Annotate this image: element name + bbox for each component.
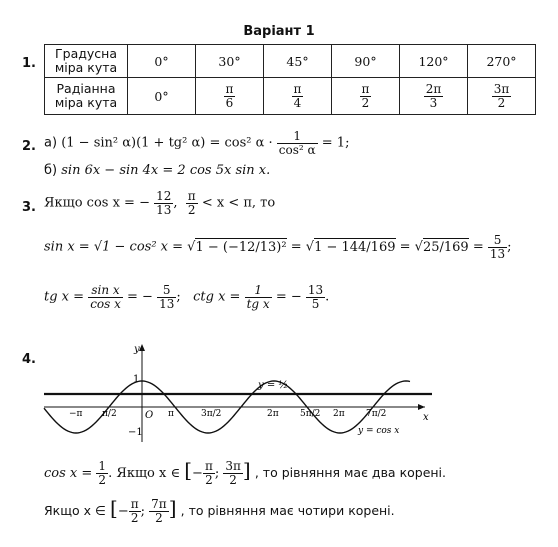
x-tick-label: 3π/2 xyxy=(201,409,222,419)
ctg-result-denominator: 5 xyxy=(311,296,320,311)
tg-frac-numerator: sin x xyxy=(88,284,123,298)
x-axis-arrow xyxy=(418,404,425,410)
task-2a-frac-numerator: 1 xyxy=(277,130,318,144)
task-2a-expression: (1 − sin² α)(1 + tg² α) = cos² α · xyxy=(61,135,273,151)
x-tick-label: −π xyxy=(69,409,83,419)
interval-denominator: 2 xyxy=(187,202,196,217)
origin-label: O xyxy=(145,410,154,421)
task-4-number: 4. xyxy=(22,352,36,367)
radian-row xyxy=(45,78,536,115)
radian-numerator: 3π xyxy=(493,81,510,96)
radian-cell xyxy=(128,78,196,115)
x-tick-label: π xyxy=(168,409,174,419)
task-1-number: 1. xyxy=(22,56,36,71)
cosine-graph xyxy=(0,340,558,450)
y-one-label: 1 xyxy=(133,374,140,385)
interval-1-end-denominator: 2 xyxy=(229,473,237,487)
ctg-result-numerator: 13 xyxy=(307,283,324,297)
sin-lhs: sin x = √1 − cos² x = xyxy=(44,239,188,255)
task-4-line-2: Якщо x ∈ [− $\frac{\pi}{2}$ ; $\frac{7\pi}{2}$ ] , то рівняння має чотири корені. xyxy=(44,496,395,525)
task-2a xyxy=(44,130,349,156)
task-4-if-2: Якщо x ∈ xyxy=(44,503,106,518)
task-2a-prefix: а) xyxy=(44,135,58,151)
radian-cell xyxy=(332,78,400,115)
radian-label-line2: міра кута xyxy=(54,95,118,110)
x-tick-label: 2π xyxy=(333,409,345,419)
x-tick-label: 2π xyxy=(267,409,279,419)
x-tick-label: 5π/2 xyxy=(300,409,321,419)
interval-2-start-numerator: π xyxy=(130,497,139,512)
interval-2-end-numerator: 7π xyxy=(151,497,167,512)
task-3-sin-line: sin x = √1 − cos² x = √1 − (−12/13)² = √1 − 144/169 = √25/169 = $\frac{5}{13}$ ; xyxy=(44,233,512,261)
radian-numerator: π xyxy=(293,81,302,96)
task-4-if-1: . Якщо x ∈ xyxy=(108,466,181,481)
degree-cell: 30° xyxy=(196,45,264,78)
radian-denominator: 2 xyxy=(361,95,370,110)
task-2b-prefix: б) xyxy=(44,163,58,178)
task-2a-tail: = 1; xyxy=(321,135,350,151)
radian-row-label xyxy=(45,78,128,115)
ctg-frac-numerator: 1 xyxy=(245,284,272,298)
sin-result-denominator: 13 xyxy=(489,246,506,261)
curve-label: y = cos x xyxy=(358,426,400,436)
cos-value-numerator: 12 xyxy=(156,189,172,203)
task-4-line-1: cos x = $\frac{1}{2}$ . Якщо x ∈ [− $\frac{\pi}{2}$ ; $\frac{3\pi}{2}$ ] , то рівняння має два корені. xyxy=(44,458,447,487)
y-minus-one-label: −1 xyxy=(128,427,143,438)
radian-cell xyxy=(468,78,536,115)
interval-2-start-denominator: 2 xyxy=(130,511,139,525)
y-axis-label: y xyxy=(134,344,140,355)
degree-cell: 0° xyxy=(128,45,196,78)
interval-1-start-numerator: π xyxy=(204,459,213,474)
task-4-eq: cos x = xyxy=(44,466,93,481)
degree-cell: 270° xyxy=(468,45,536,78)
task-3-intro: Якщо cos x = − xyxy=(44,195,150,211)
degree-row-label xyxy=(45,45,128,78)
task-3-condition: Якщо cos x = − $\frac{12}{13}$ , $\frac{\pi}{2}$ < x < π, то xyxy=(44,189,276,217)
task-2b xyxy=(44,163,270,178)
task-3-number: 3. xyxy=(22,200,36,215)
radian-numerator: π xyxy=(225,81,234,96)
radian-numerator: 2π xyxy=(425,81,442,96)
x-axis-label: x xyxy=(423,412,429,423)
task-4-half-numerator: 1 xyxy=(98,459,107,474)
radian-label-line1: Радіанна xyxy=(56,81,116,96)
interval-1-end-numerator: 3π xyxy=(225,459,241,474)
ctg-lhs: ctg x = xyxy=(193,289,241,305)
task-4-result-1: , то рівняння має два корені. xyxy=(254,465,447,480)
tg-lhs: tg x = xyxy=(44,289,85,305)
radian-denominator: 2 xyxy=(497,95,506,110)
degree-row xyxy=(45,45,536,78)
radian-value: 0° xyxy=(154,88,169,104)
task-2b-expression: sin 6x − sin 4x = 2 cos 5x sin x. xyxy=(61,163,271,178)
page-title: Варіант 1 xyxy=(243,24,315,39)
x-tick-label: π/2 xyxy=(102,409,117,419)
radian-denominator: 6 xyxy=(225,95,234,110)
interval-numerator: π xyxy=(187,189,196,203)
degree-cell: 45° xyxy=(264,45,332,78)
radian-numerator: π xyxy=(361,81,370,96)
sin-result-numerator: 5 xyxy=(488,234,507,248)
tg-result-denominator: 13 xyxy=(159,296,175,311)
sin-step-3: 25/169 xyxy=(422,239,469,255)
task-3-condition-tail: < x < π, то xyxy=(201,195,276,211)
task-4-result-2: , то рівняння має чотири корені. xyxy=(180,503,395,518)
y-axis-arrow xyxy=(139,344,145,351)
radian-cell xyxy=(400,78,468,115)
ctg-frac-denominator: tg x xyxy=(246,296,270,311)
degree-label-line1: Градусна xyxy=(55,46,117,61)
half-line-label: y = ½ xyxy=(258,380,289,391)
task-3-tg-line: tg x = $\frac{\text{sin x}}{\text{cos x}}$ = − $\frac{5}{13}$ ; ctg x = $\frac{1}{\text{tg x}}$ = − $\frac{13}{5}$ . xyxy=(44,283,330,311)
tg-frac-denominator: cos x xyxy=(90,296,121,311)
sin-step-1: 1 − (−12/13)² xyxy=(195,239,287,255)
degree-label-line2: міра кута xyxy=(54,60,118,75)
task-2-number: 2. xyxy=(22,139,36,154)
interval-2-end-denominator: 2 xyxy=(155,511,163,525)
radian-denominator: 4 xyxy=(293,95,302,110)
cos-value-denominator: 13 xyxy=(156,202,172,217)
radian-cell xyxy=(264,78,332,115)
degree-cell: 120° xyxy=(400,45,468,78)
sin-step-2: 1 − 144/169 xyxy=(314,239,396,255)
x-tick-label: 7π/2 xyxy=(366,409,387,419)
radian-cell xyxy=(196,78,264,115)
task-4-half-denominator: 2 xyxy=(98,473,107,487)
tg-result-numerator: 5 xyxy=(157,284,176,298)
degree-radian-table xyxy=(44,44,536,115)
task-2a-frac-denominator: cos² α xyxy=(278,142,316,157)
radian-denominator: 3 xyxy=(429,95,438,110)
interval-1-start-denominator: 2 xyxy=(205,473,213,487)
degree-cell: 90° xyxy=(332,45,400,78)
